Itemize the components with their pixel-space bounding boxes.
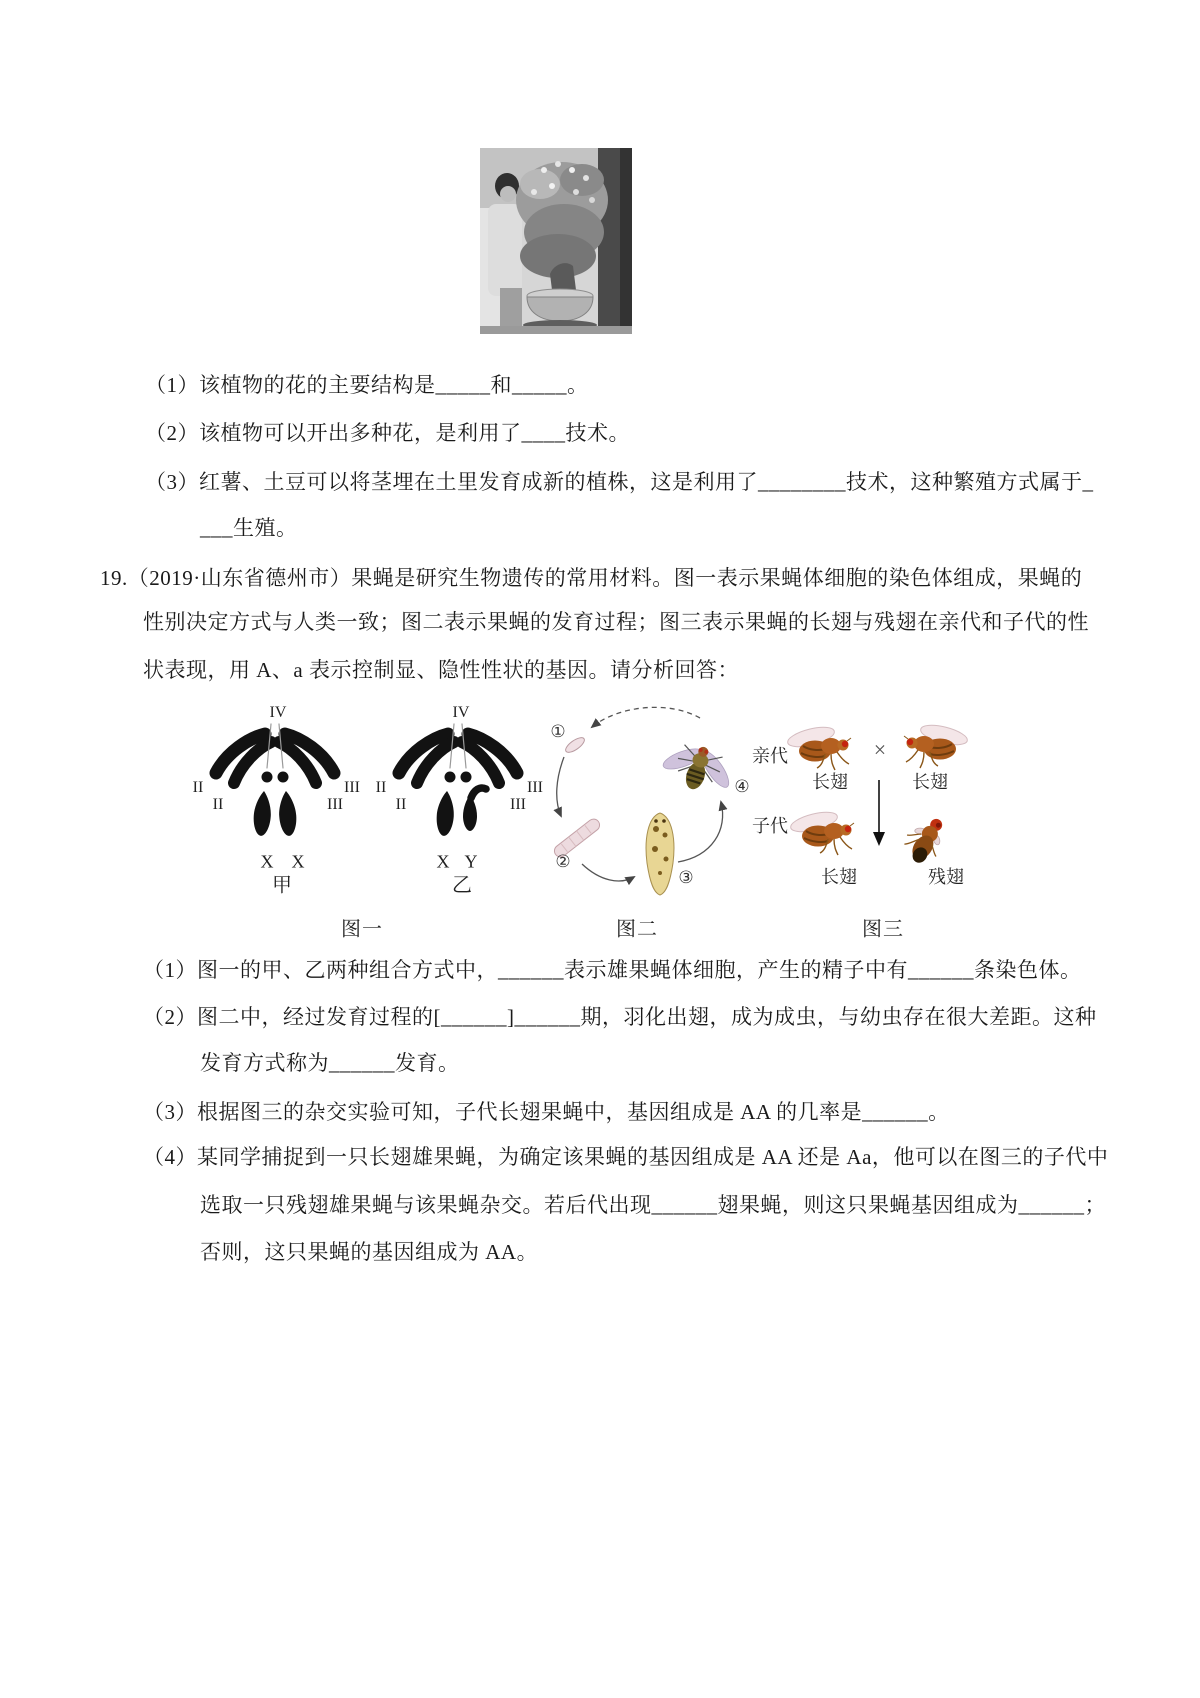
pupa-shape [646, 813, 674, 895]
parent-generation-label: 亲代 [752, 746, 788, 766]
cycle-arrow-pupa-to-adult [678, 802, 723, 862]
sex-chromosome-label: X [260, 851, 274, 872]
question-line: （3）红薯、土豆可以将茎埋在土里发育成新的植株，这是利用了________技术，这种繁殖方式属于_ [145, 470, 1094, 494]
question-19-sub-line: 否则，这只果蝇的基因组成为 AA。 [200, 1240, 539, 1264]
cross-symbol: × [873, 737, 887, 762]
figure3-caption: 图三 [862, 918, 904, 941]
stage-3-label: ③ [678, 868, 694, 887]
trait-label-long-wing: 长翅 [812, 772, 848, 792]
cycle-arrow-egg-to-larva [557, 757, 564, 816]
trait-label-long-wing: 长翅 [912, 772, 948, 792]
plant-photo [480, 148, 632, 334]
roman-iii-label: III [327, 796, 343, 813]
roman-iii-label: III [510, 796, 526, 813]
question-19-sub-line: （4）某同学捕捉到一只长翅雄果蝇，为确定该果蝇的基因组成是 AA 还是 Aa，他可以在图三的子代中 [143, 1145, 1109, 1169]
egg-shape [563, 735, 586, 755]
chromosome-diagram-yi [399, 724, 517, 836]
question-line: ___生殖。 [200, 516, 298, 540]
sex-chromosome-label: Y [464, 851, 478, 872]
cross-down-arrowhead [873, 832, 885, 846]
question-19-sub-line: （2）图二中，经过发育过程的[______]______期，羽化出翅，成为成虫，与幼虫存在很大差距。这种 [143, 1005, 1097, 1029]
question-19-sub-line: （1）图一的甲、乙两种组合方式中，______表示雄果蝇体细胞，产生的精子中有______条染色体。 [143, 958, 1082, 982]
offspring-fly-vestigial-wing [897, 810, 954, 870]
cycle-arrow-adult-to-egg [592, 707, 700, 727]
roman-ii-label: II [192, 779, 204, 796]
stage-4-label: ④ [734, 777, 750, 796]
question-19-stem-line: 19.（2019·山东省德州市）果蝇是研究生物遗传的常用材料。图一表示果蝇体细胞的染色体组成，果蝇的 [100, 566, 1083, 590]
roman-iv-label: IV [452, 704, 470, 721]
figure-panel [180, 650, 1040, 950]
offspring-fly-long-wing [789, 808, 854, 855]
roman-iv-label: IV [269, 704, 287, 721]
adult-fly-shape [655, 734, 741, 800]
question-19-sub-line: 选取一只残翅雄果蝇与该果蝇杂交。若后代出现______翅果蝇，则这只果蝇基因组成为______； [200, 1193, 1106, 1217]
question-19-stem-line: 性别决定方式与人类一致；图二表示果蝇的发育过程；图三表示果蝇的长翅与残翅在亲代和子代的性 [143, 610, 1089, 634]
chromosome-diagram-jia [216, 724, 334, 836]
trait-label-long-wing: 长翅 [821, 867, 857, 887]
sex-chromosome-label: X [291, 851, 305, 872]
figure1-caption: 图一 [341, 918, 383, 941]
life-cycle-diagram [552, 707, 741, 895]
stage-1-label: ① [550, 722, 566, 741]
roman-iii-label: III [344, 779, 360, 796]
figure-art [180, 650, 1040, 950]
roman-iii-label: III [527, 779, 543, 796]
figure2-caption: 图二 [616, 918, 658, 941]
spread-yi-name: 乙 [452, 874, 472, 897]
parent-fly-long-wing-1 [786, 723, 851, 770]
question-19-sub-line: （3）根据图三的杂交实验可知，子代长翅果蝇中，基因组成是 AA 的几率是______。 [143, 1100, 950, 1124]
question-line: （1）该植物的花的主要结构是_____和_____。 [145, 373, 589, 397]
question-line: （2）该植物可以开出多种花，是利用了____技术。 [145, 421, 630, 445]
parent-fly-long-wing-2 [904, 721, 969, 768]
roman-ii-label: II [375, 779, 387, 796]
question-19-stem-line: 状表现，用 A、a 表示控制显、隐性性状的基因。请分析回答： [143, 658, 739, 682]
plant-photo-art [480, 148, 632, 334]
trait-label-vestigial-wing: 残翅 [928, 867, 964, 887]
roman-ii-label: II [395, 796, 407, 813]
cycle-arrow-larva-to-pupa [582, 864, 634, 881]
question-19-sub-line: 发育方式称为______发育。 [200, 1051, 460, 1075]
stage-2-label: ② [555, 852, 571, 871]
roman-ii-label: II [212, 796, 224, 813]
offspring-generation-label: 子代 [752, 816, 788, 836]
sex-chromosome-label: X [436, 851, 450, 872]
spread-jia-name: 甲 [272, 874, 292, 897]
